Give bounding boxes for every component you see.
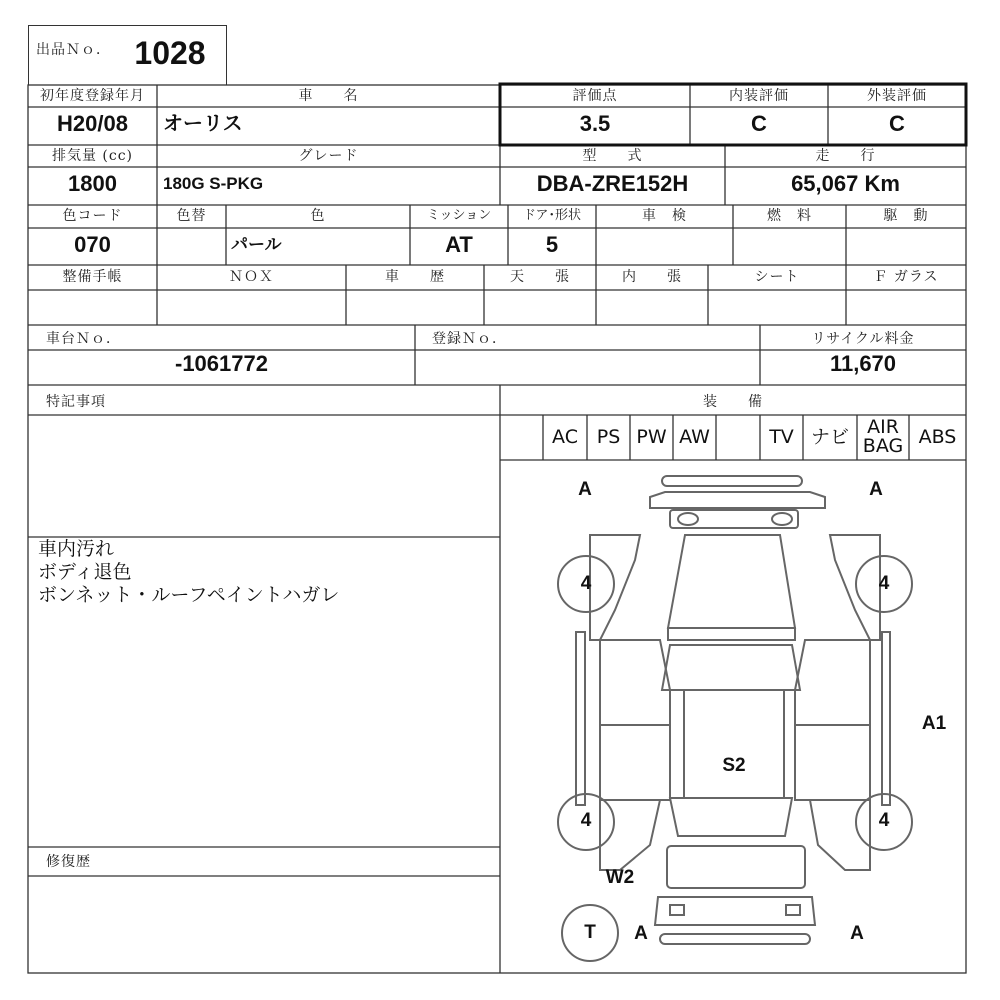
equipment-ac: AC: [552, 426, 578, 448]
model-code-value: DBA-ZRE152H: [536, 171, 689, 196]
mission-label: ミッション: [426, 208, 492, 223]
remarks-line: ボディ退色: [38, 561, 132, 583]
repaint-label: 色替: [176, 208, 207, 224]
lot-number: 1028: [134, 35, 206, 71]
first-registration-label: 初年度登録年月: [40, 88, 145, 104]
equipment-tv: TV: [769, 426, 794, 448]
car-name-value: オーリス: [163, 113, 243, 135]
mark-spare-tire: T: [584, 922, 596, 943]
remarks-line: ボンネット・ルーフペイントハガレ: [38, 584, 340, 606]
color-label: 色: [310, 208, 326, 224]
mileage-label: 走 行: [815, 148, 876, 164]
drive-label: 駆 動: [883, 208, 929, 224]
model-code-label: 型 式: [582, 148, 643, 164]
seat-label: シート: [754, 269, 800, 285]
mark-front-left: A: [578, 479, 592, 500]
headliner-label: 天 張: [510, 269, 570, 285]
car-name-label: 車 名: [298, 88, 359, 104]
inspection-label: 車 検: [642, 208, 687, 224]
color-value: パール: [231, 235, 282, 254]
recycle-fee-label: リサイクル料金: [811, 331, 915, 347]
vehicle-history-label: 車 歴: [385, 269, 445, 285]
nox-label: ＮＯＸ: [229, 269, 274, 285]
equipment-ps: PS: [596, 426, 621, 448]
interior-grade-label: 内装評価: [729, 88, 789, 104]
equipment-navi: ナビ: [810, 426, 849, 448]
mark-front-left-tire: 4: [580, 573, 592, 594]
grade-label: グレード: [298, 148, 359, 164]
mark-right-side: A1: [921, 713, 947, 734]
interior-grade-value: C: [751, 111, 767, 136]
door-shape-value: 5: [545, 232, 559, 257]
equipment-aw: AW: [679, 426, 710, 448]
exterior-grade-value: C: [889, 111, 905, 136]
mark-front-right-tire: 4: [878, 573, 890, 594]
color-code-value: 070: [74, 232, 111, 257]
score-value: 3.5: [579, 111, 611, 136]
mark-rear-left: A: [634, 923, 648, 944]
interior-trim-label: 内 張: [622, 269, 682, 285]
mark-rear-left-panel: W2: [605, 867, 635, 888]
chassis-number-label: 車台Ｎｏ．: [46, 331, 121, 347]
equipment-abs: ABS: [918, 426, 957, 448]
displacement-label: 排気量 (cc): [51, 148, 134, 164]
registration-number-label: 登録Ｎｏ．: [432, 331, 507, 347]
displacement-value: 1800: [68, 171, 117, 196]
color-code-label: 色コード: [62, 208, 123, 224]
fuel-label: 燃 料: [767, 208, 812, 224]
mark-rear-right-tire: 4: [878, 810, 890, 831]
maintenance-record-label: 整備手帳: [62, 269, 123, 285]
mark-front-right: A: [869, 479, 883, 500]
mark-roof: S2: [722, 755, 746, 776]
airbag-line-1: AIR: [867, 416, 899, 438]
equipment-label: 装 備: [703, 394, 763, 410]
door-shape-label: ドア･形状: [522, 208, 582, 223]
grade-value: 180G S-PKG: [163, 174, 264, 193]
lot-label: 出品Ｎｏ．: [36, 42, 111, 58]
remarks-line: 車内汚れ: [38, 538, 115, 560]
remarks-label: 特記事項: [46, 394, 106, 410]
mileage-value: 65,067 Km: [791, 171, 900, 196]
repair-history-label: 修復歴: [46, 854, 91, 870]
front-glass-label: Ｆ ガラス: [873, 269, 939, 285]
score-label: 評価点: [572, 88, 618, 104]
equipment-pw: PW: [636, 426, 667, 448]
mark-rear-left-tire: 4: [580, 810, 592, 831]
mission-value: AT: [445, 232, 473, 257]
airbag-line-2: BAG: [862, 435, 904, 457]
mark-rear-right: A: [850, 923, 864, 944]
first-registration-value: H20/08: [57, 111, 128, 136]
chassis-number-value: -1061772: [175, 351, 268, 376]
recycle-fee-value: 11,670: [829, 351, 897, 376]
exterior-grade-label: 外装評価: [867, 88, 927, 104]
equipment-airbag: [857, 414, 909, 460]
